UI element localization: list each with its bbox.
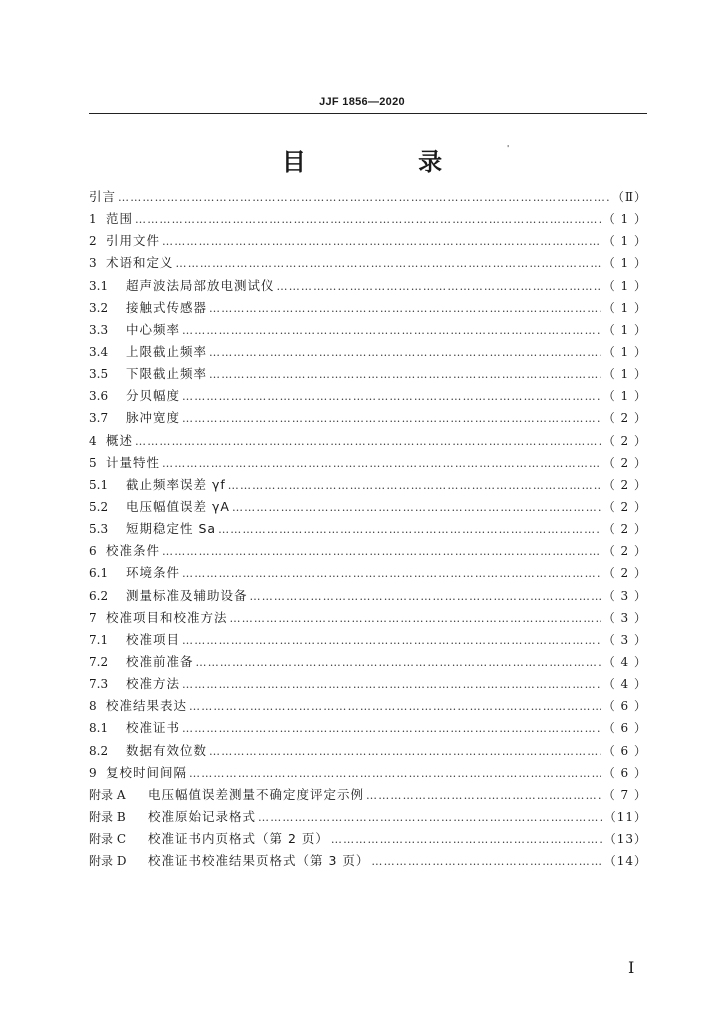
toc-entry-number: 6.1 bbox=[89, 566, 109, 581]
toc-entry-title: 校准项目 bbox=[126, 631, 181, 647]
toc-entry-page: （ 1 ） bbox=[602, 389, 647, 404]
toc-entry[interactable] bbox=[89, 209, 647, 231]
toc-entry-page: （ 1 ） bbox=[602, 300, 647, 315]
toc-entry-title: 范围 bbox=[106, 211, 134, 227]
toc-entry[interactable] bbox=[89, 364, 647, 386]
toc-entry-title: 校准方法 bbox=[126, 676, 181, 692]
toc-entry-page: （ 3 ） bbox=[602, 588, 647, 603]
toc-title bbox=[0, 142, 724, 177]
toc-entry-number: 4 bbox=[89, 433, 97, 448]
toc-entry-number: 6.2 bbox=[89, 588, 109, 603]
toc-entry-page: （ 7 ） bbox=[602, 787, 647, 802]
toc-entry-page: （ 6 ） bbox=[602, 765, 647, 780]
toc-entry-title: 脉冲宽度 bbox=[126, 410, 181, 426]
toc-entry-title: 下限截止频率 bbox=[126, 366, 208, 382]
toc-entry-number: 5 bbox=[89, 455, 97, 470]
toc-entry-number: 附录 B bbox=[89, 809, 126, 824]
toc-leader-dots bbox=[209, 368, 601, 381]
toc-entry-number: 7.2 bbox=[89, 654, 109, 669]
toc-entry-title: 校准前准备 bbox=[126, 653, 194, 669]
toc-entry-title: 接触式传感器 bbox=[126, 299, 208, 315]
toc-entry-page: （Ⅱ） bbox=[611, 190, 647, 204]
toc-entry-page: （13） bbox=[603, 832, 647, 847]
toc-entry-page: （ 2 ） bbox=[602, 477, 647, 492]
toc-entry[interactable] bbox=[89, 630, 647, 652]
toc-entry-number: 1 bbox=[89, 212, 97, 227]
header-divider bbox=[89, 113, 647, 114]
toc-entry[interactable] bbox=[89, 563, 647, 585]
toc-title-text: 目 录 bbox=[281, 148, 495, 176]
toc-entry-page: （ 1 ） bbox=[602, 367, 647, 382]
toc-entry-title: 中心频率 bbox=[126, 321, 181, 337]
toc-entry-page: （ 3 ） bbox=[602, 632, 647, 647]
toc-entry-page: （ 1 ） bbox=[602, 212, 647, 227]
toc-leader-dots bbox=[218, 523, 601, 536]
toc-leader-dots bbox=[162, 235, 601, 248]
toc-leader-dots bbox=[258, 811, 602, 824]
toc-leader-dots bbox=[189, 767, 601, 780]
toc-entry-page: （ 1 ） bbox=[602, 278, 647, 293]
table-of-contents bbox=[89, 187, 647, 873]
toc-entry-title: 校准证书 bbox=[126, 720, 181, 736]
toc-entry-number: 5.3 bbox=[89, 522, 109, 537]
toc-entry[interactable] bbox=[89, 763, 647, 785]
toc-entry-page: （ 6 ） bbox=[602, 743, 647, 758]
toc-entry-title: 校准条件 bbox=[106, 543, 161, 559]
toc-entry[interactable] bbox=[89, 785, 647, 807]
toc-entry[interactable] bbox=[89, 741, 647, 763]
toc-leader-dots bbox=[176, 257, 601, 270]
toc-leader-dots bbox=[182, 634, 601, 647]
toc-entry-number: 3.4 bbox=[89, 344, 109, 359]
toc-entry[interactable] bbox=[89, 497, 647, 519]
toc-entry-number: 附录 A bbox=[89, 787, 126, 802]
toc-entry[interactable] bbox=[89, 718, 647, 740]
toc-entry-number: 附录 D bbox=[89, 854, 127, 869]
toc-entry[interactable] bbox=[89, 431, 647, 453]
toc-entry-page: （ 2 ） bbox=[602, 566, 647, 581]
toc-entry-page: （ 2 ） bbox=[602, 411, 647, 426]
toc-entry-page: （ 2 ） bbox=[602, 433, 647, 448]
toc-leader-dots bbox=[182, 324, 601, 337]
toc-entry-page: （11） bbox=[603, 809, 647, 824]
toc-entry-number: 3.3 bbox=[89, 322, 109, 337]
toc-entry-title: 上限截止频率 bbox=[126, 343, 208, 359]
toc-leader-dots bbox=[277, 280, 601, 293]
toc-entry-page: （ 1 ） bbox=[602, 256, 647, 271]
toc-entry-title: 校准原始记录格式 bbox=[148, 808, 257, 824]
toc-entry-number: 2 bbox=[89, 234, 97, 249]
toc-entry-page: （ 1 ） bbox=[602, 344, 647, 359]
toc-entry-number: 7.3 bbox=[89, 677, 109, 692]
toc-entry-page: （ 6 ） bbox=[602, 699, 647, 714]
toc-leader-dots bbox=[189, 700, 601, 713]
toc-entry-title: 环境条件 bbox=[126, 565, 181, 581]
toc-entry[interactable] bbox=[89, 519, 647, 541]
toc-entry-page: （ 4 ） bbox=[602, 654, 647, 669]
toc-entry-number: 8.1 bbox=[89, 721, 109, 736]
toc-leader-dots bbox=[182, 678, 601, 691]
toc-entry-title: 短期稳定性 Sa bbox=[126, 521, 217, 537]
toc-entry-page: （ 6 ） bbox=[602, 721, 647, 736]
toc-entry-title: 复校时间间隔 bbox=[106, 764, 188, 780]
toc-entry-number: 8.2 bbox=[89, 743, 109, 758]
toc-entry-page: （ 3 ） bbox=[602, 610, 647, 625]
toc-entry[interactable] bbox=[89, 851, 647, 873]
toc-leader-dots bbox=[162, 457, 601, 470]
toc-entry[interactable] bbox=[89, 187, 647, 209]
toc-entry-title: 引用文件 bbox=[106, 233, 161, 249]
toc-entry-number: 6 bbox=[89, 544, 97, 559]
toc-entry-page: （ 1 ） bbox=[602, 234, 647, 249]
toc-leader-dots bbox=[331, 833, 602, 846]
toc-leader-dots bbox=[196, 656, 601, 669]
toc-leader-dots bbox=[371, 855, 601, 868]
toc-entry-number: 3.2 bbox=[89, 300, 109, 315]
toc-entry-page: （ 2 ） bbox=[602, 522, 647, 537]
toc-entry-number: 3.1 bbox=[89, 278, 109, 293]
toc-entry-title: 校准结果表达 bbox=[106, 698, 188, 714]
toc-entry-title: 电压幅值误差 γA bbox=[126, 498, 230, 514]
toc-entry-page: （ 2 ） bbox=[602, 544, 647, 559]
toc-leader-dots bbox=[228, 479, 601, 492]
toc-entry[interactable] bbox=[89, 342, 647, 364]
toc-leader-dots bbox=[182, 390, 601, 403]
toc-entry-title: 引言 bbox=[89, 189, 117, 204]
toc-entry[interactable] bbox=[89, 586, 647, 608]
toc-entry-number: 3.7 bbox=[89, 411, 109, 426]
toc-entry-title: 术语和定义 bbox=[106, 255, 174, 271]
toc-entry-title: 校准证书校准结果页格式（第 3 页） bbox=[148, 853, 370, 869]
toc-entry-number: 5.1 bbox=[89, 477, 109, 492]
toc-entry-title: 计量特性 bbox=[106, 454, 161, 470]
toc-leader-dots bbox=[209, 302, 601, 315]
toc-entry[interactable] bbox=[89, 696, 647, 718]
toc-entry[interactable] bbox=[89, 298, 647, 320]
toc-entry-number: 7.1 bbox=[89, 632, 109, 647]
toc-entry[interactable] bbox=[89, 652, 647, 674]
toc-entry-number: 3 bbox=[89, 256, 97, 271]
toc-entry-page: （ 4 ） bbox=[602, 677, 647, 692]
toc-entry-page: （14） bbox=[603, 854, 647, 869]
toc-entry[interactable] bbox=[89, 408, 647, 430]
toc-entry[interactable] bbox=[89, 541, 647, 563]
toc-entry-number: 7 bbox=[89, 610, 97, 625]
toc-entry-number: 附录 C bbox=[89, 832, 126, 847]
toc-entry-number: 9 bbox=[89, 765, 97, 780]
toc-entry[interactable] bbox=[89, 453, 647, 475]
toc-entry[interactable] bbox=[89, 829, 647, 851]
toc-entry-title: 电压幅值误差测量不确定度评定示例 bbox=[148, 786, 365, 802]
toc-leader-dots bbox=[209, 745, 601, 758]
toc-leader-dots bbox=[230, 612, 601, 625]
toc-entry-number: 3.5 bbox=[89, 367, 109, 382]
toc-leader-dots bbox=[118, 191, 610, 204]
toc-entry-number: 5.2 bbox=[89, 499, 109, 514]
toc-leader-dots bbox=[250, 590, 601, 603]
standard-code-header: JJF 1856—2020 bbox=[319, 96, 405, 108]
toc-leader-dots bbox=[162, 545, 601, 558]
toc-leader-dots bbox=[209, 346, 601, 359]
toc-entry-title: 测量标准及辅助设备 bbox=[126, 587, 248, 603]
toc-entry[interactable] bbox=[89, 231, 647, 253]
toc-entry-title: 校准项目和校准方法 bbox=[106, 609, 228, 625]
toc-entry-title: 数据有效位数 bbox=[126, 742, 208, 758]
toc-leader-dots bbox=[135, 213, 601, 226]
toc-leader-dots bbox=[182, 412, 601, 425]
toc-entry-page: （ 2 ） bbox=[602, 455, 647, 470]
toc-entry-number: 3.6 bbox=[89, 389, 109, 404]
toc-leader-dots bbox=[232, 501, 601, 514]
page-number: I bbox=[628, 958, 635, 977]
toc-leader-dots bbox=[182, 722, 601, 735]
toc-entry[interactable] bbox=[89, 807, 647, 829]
toc-leader-dots bbox=[135, 435, 601, 448]
toc-entry[interactable] bbox=[89, 386, 647, 408]
toc-entry-title: 分贝幅度 bbox=[126, 388, 181, 404]
toc-leader-dots bbox=[182, 567, 601, 580]
toc-entry-page: （ 2 ） bbox=[602, 499, 647, 514]
toc-entry[interactable] bbox=[89, 608, 647, 630]
toc-entry[interactable] bbox=[89, 475, 647, 497]
toc-entry-title: 截止频率误差 γf bbox=[126, 476, 226, 492]
toc-entry-title: 校准证书内页格式（第 2 页） bbox=[148, 831, 329, 847]
toc-entry-page: （ 1 ） bbox=[602, 322, 647, 337]
toc-entry-title: 概述 bbox=[106, 432, 134, 448]
toc-entry-title: 超声波法局部放电测试仪 bbox=[126, 277, 275, 293]
title-mark: ' bbox=[507, 144, 510, 153]
toc-leader-dots bbox=[366, 789, 601, 802]
toc-entry[interactable] bbox=[89, 320, 647, 342]
toc-entry[interactable] bbox=[89, 276, 647, 298]
toc-entry-number: 8 bbox=[89, 699, 97, 714]
toc-entry[interactable] bbox=[89, 674, 647, 696]
toc-entry[interactable] bbox=[89, 253, 647, 275]
